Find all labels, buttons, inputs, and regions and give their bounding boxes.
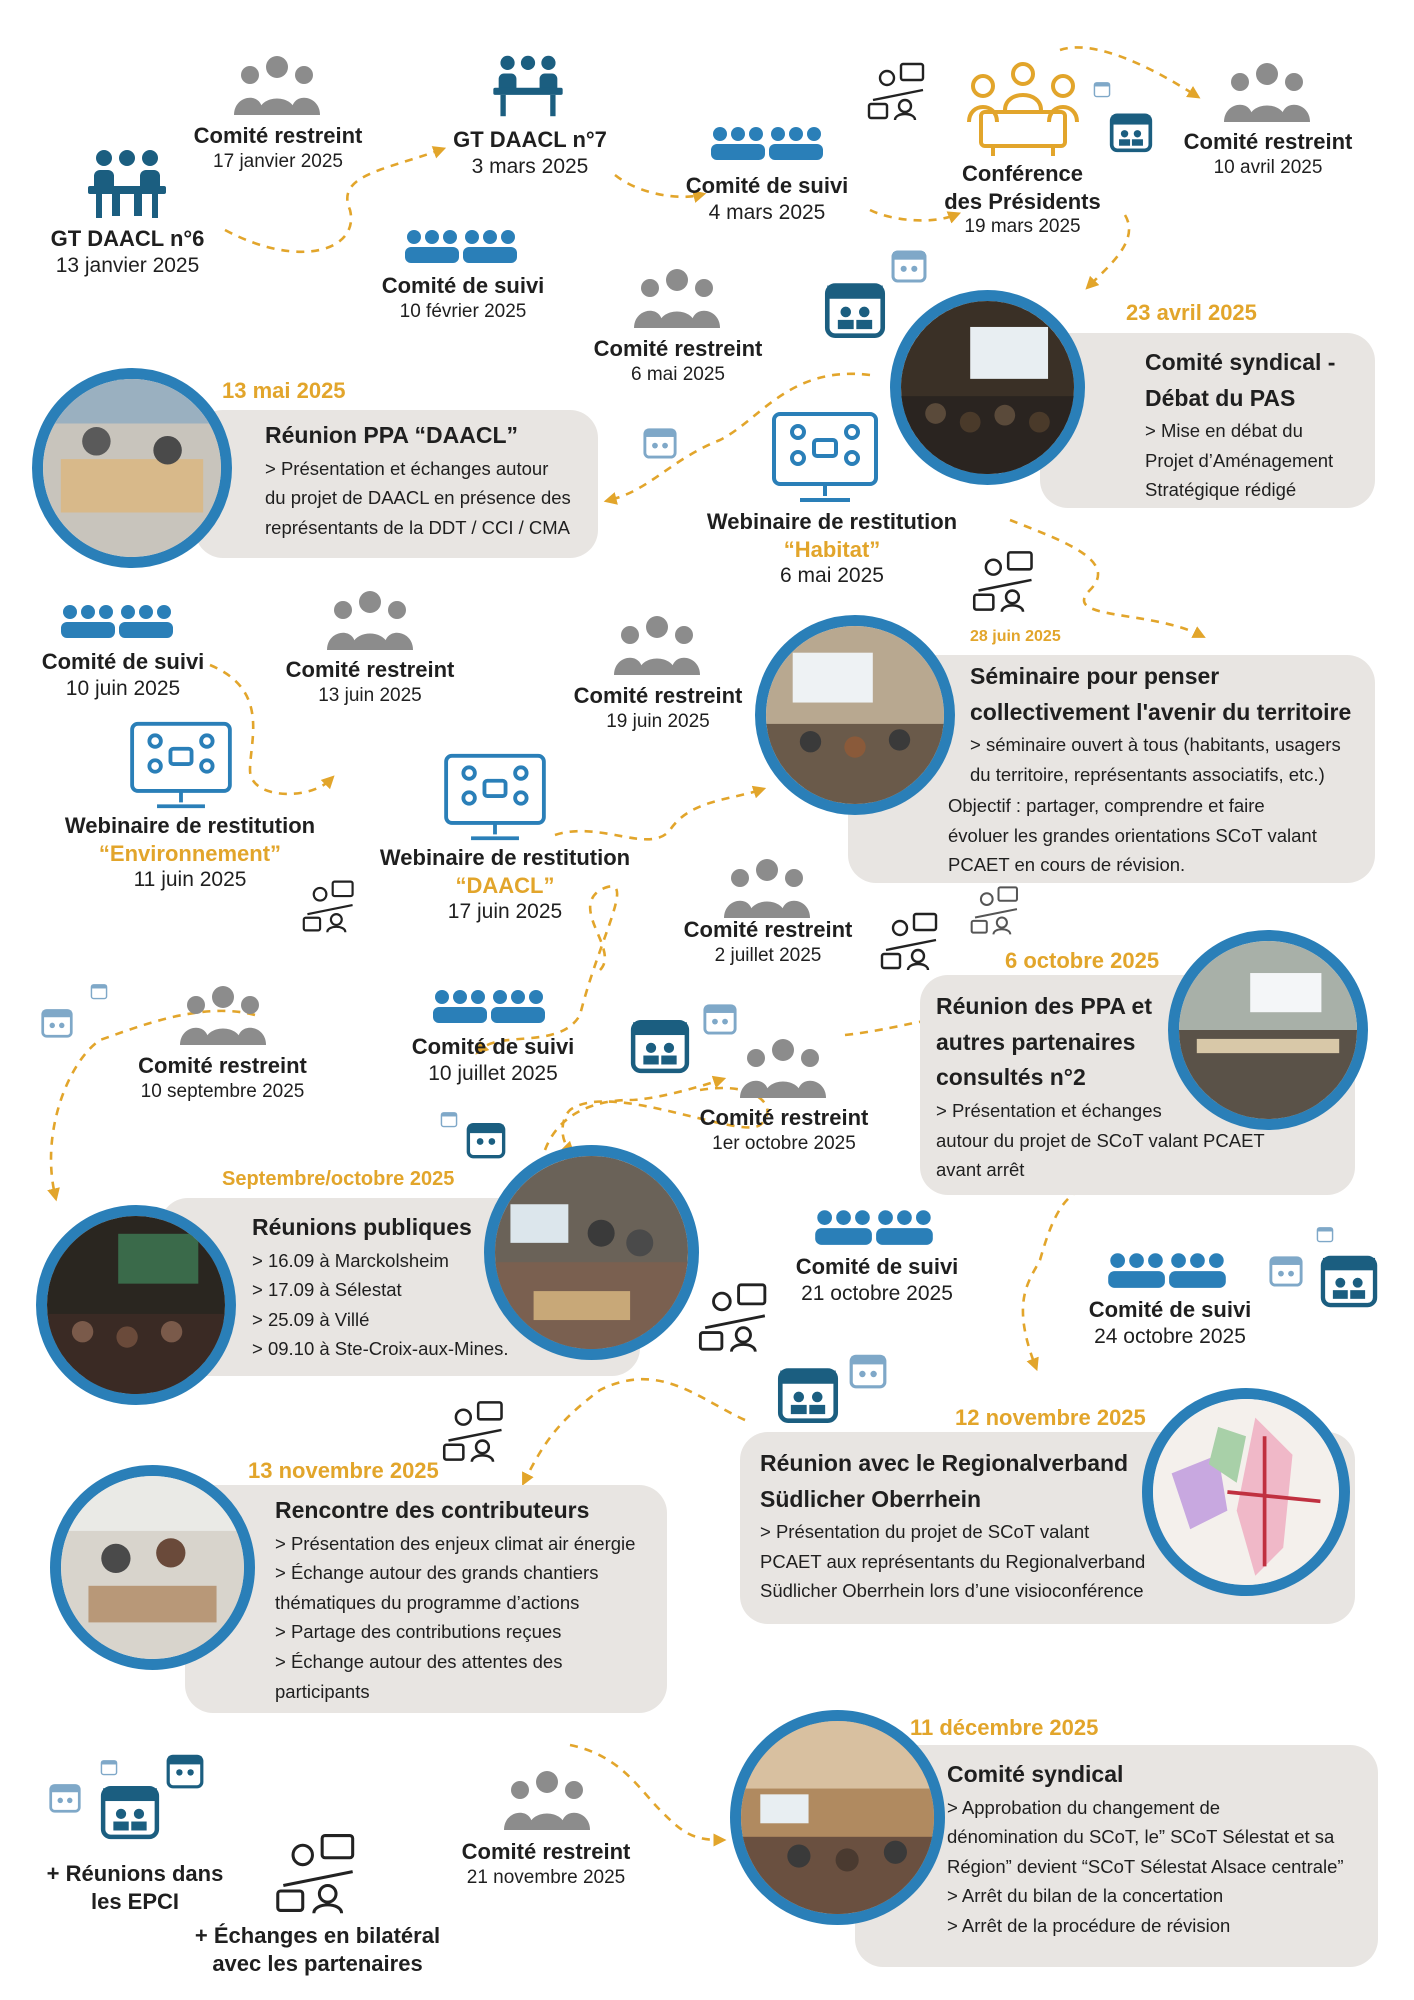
card-line: > Présentation et échanges autour (265, 457, 549, 479)
card-line: > Mise en débat du (1145, 420, 1303, 442)
calendar-icon (775, 1360, 841, 1431)
event-comite-restreint-oct1 (684, 1104, 884, 1155)
calendar-icon (628, 1012, 692, 1081)
card-reunion-ppa-daacl (195, 410, 598, 558)
card-title-line1: Réunion avec le Regionalverband (760, 1450, 1129, 1476)
event-comite-suivi-oct21 (782, 1253, 972, 1307)
committee-icon (812, 1205, 936, 1252)
calendar-icon (642, 424, 678, 465)
calendar-icon (40, 1005, 74, 1044)
card-line: Région” devient “SCoT Sélestat Alsace centrale” (947, 1855, 1344, 1877)
event-date: 24 octobre 2025 (1094, 1324, 1246, 1348)
webinar-icon (128, 720, 234, 817)
event-date: 13 janvier 2025 (55, 253, 200, 277)
event-comite-restreint-may6 (578, 335, 778, 386)
workshop-icon (968, 884, 1024, 941)
calendar-icon (48, 1780, 82, 1819)
extra-reunions-epci (35, 1860, 235, 1915)
event-date: 17 juin 2025 (447, 900, 563, 923)
webinar-icon (442, 752, 548, 849)
card-date: 23 avril 2025 (1126, 300, 1257, 325)
card-line: > 25.09 à Villé (252, 1308, 370, 1330)
card-objective: Objectif : partager, comprendre et faire (948, 795, 1265, 816)
card-title-line1: Réunion des PPA et (936, 993, 1152, 1019)
card-title: Réunion PPA “DAACL” (265, 422, 518, 448)
card-line: > Arrêt de la procédure de révision (947, 1915, 1231, 1937)
event-theme: “Habitat” (783, 536, 881, 562)
photo-map-regionalverband (1142, 1388, 1350, 1596)
card-title: Rencontre des contributeurs (275, 1497, 590, 1523)
event-comite-suivi-jul (398, 1033, 588, 1087)
photo-reunion-publique-1 (36, 1205, 236, 1405)
event-title: GT DAACL n°7 (453, 127, 607, 152)
workshop-icon (300, 878, 360, 939)
calendar-icon (822, 275, 888, 346)
event-date: 6 mai 2025 (630, 363, 725, 385)
extra-line1: + Échanges en bilatéral (194, 1923, 441, 1948)
card-title: Comité syndical (947, 1761, 1124, 1787)
card-objective: PCAET en cours de révision. (948, 854, 1186, 876)
card-title-line2: Südlicher Oberrhein (760, 1485, 982, 1512)
event-title: Comité de suivi (795, 1254, 959, 1279)
webinar-icon (770, 410, 880, 511)
event-comite-restreint-apr (1168, 128, 1368, 179)
card-title-line3: consultés n°2 (936, 1064, 1086, 1091)
event-title: Comité de suivi (411, 1034, 575, 1059)
card-line: > 09.10 à Ste-Croix-aux-Mines. (252, 1338, 509, 1360)
photo-comite-syndical-dec (730, 1710, 945, 1925)
event-date: 3 mars 2025 (471, 154, 589, 178)
event-title: Comité restreint (461, 1839, 631, 1864)
event-comite-suivi-feb (368, 272, 558, 323)
group-icon (1222, 62, 1312, 129)
committee-icon (402, 225, 520, 270)
committee-icon (708, 122, 826, 167)
extra-echanges-bilateral (180, 1922, 455, 1977)
card-date: 11 décembre 2025 (910, 1715, 1099, 1740)
card-line: > Arrêt du bilan de la concertation (947, 1885, 1224, 1907)
calendar-icon (1093, 80, 1111, 103)
event-title: Comité restreint (285, 657, 455, 682)
event-date: 19 mars 2025 (964, 216, 1081, 237)
card-line: > Présentation des enjeux climat air énergie (275, 1532, 636, 1554)
event-date: 6 mai 2025 (780, 564, 884, 587)
card-title-line2: collectivement l'avenir du territoire (970, 698, 1352, 725)
event-comite-suivi-mar (672, 172, 862, 226)
committee-icon (58, 600, 176, 645)
event-date: 19 juin 2025 (606, 710, 710, 732)
event-title: Webinaire de restitution (706, 509, 958, 534)
event-date: 17 janvier 2025 (213, 150, 343, 172)
card-line: Projet d’Aménagement (1145, 449, 1334, 471)
card-line: du territoire, représentants associatifs, etc.) (970, 763, 1325, 785)
event-title: Webinaire de restitution (379, 845, 631, 870)
calendar-icon (98, 1778, 162, 1847)
group-icon (232, 55, 322, 122)
event-title: Comité restreint (593, 336, 763, 361)
event-date: 2 juillet 2025 (714, 944, 822, 966)
event-title: Comité restreint (573, 683, 743, 708)
card-title-line2: autres partenaires (936, 1028, 1136, 1055)
group-icon (178, 985, 268, 1052)
group-icon (612, 615, 702, 682)
card-line: thématiques du programme d’actions (275, 1591, 580, 1613)
workshop-icon (878, 910, 944, 977)
event-date: 10 juillet 2025 (428, 1061, 558, 1085)
event-comite-suivi-oct24 (1075, 1296, 1265, 1350)
card-rencontre-contributeurs (185, 1485, 667, 1713)
card-title: Réunions publiques (252, 1214, 472, 1240)
event-title-line1: Conférence (961, 161, 1084, 186)
calendar-icon (1108, 108, 1154, 159)
card-line: > Échange autour des attentes des (275, 1651, 563, 1673)
event-title: Comité de suivi (1088, 1297, 1252, 1322)
card-line: > Présentation et échanges (936, 1099, 1162, 1121)
event-comite-restreint-jan (178, 122, 378, 173)
event-conference-presidents (930, 160, 1115, 239)
event-title: Comité restreint (683, 917, 853, 942)
card-line: représentants de la DDT / CCI / CMA (265, 516, 571, 538)
group-icon (502, 1770, 592, 1837)
calendar-icon (890, 246, 928, 289)
event-date: 21 octobre 2025 (801, 1281, 953, 1305)
event-title-line2: des Présidents (944, 188, 1101, 214)
card-line: > 17.09 à Sélestat (252, 1279, 402, 1301)
event-comite-suivi-jun10 (28, 648, 218, 702)
event-date: 21 novembre 2025 (466, 1866, 626, 1888)
group-icon (632, 268, 722, 335)
event-comite-restreint-jun13 (270, 656, 470, 707)
calendar-icon (1318, 1248, 1380, 1315)
event-title: Webinaire de restitution (64, 813, 316, 838)
calendar-icon (465, 1118, 507, 1165)
committee-icon (430, 985, 548, 1030)
meeting-table-icon (488, 52, 568, 125)
extra-line2: avec les partenaires (212, 1950, 423, 1976)
event-date: 10 avril 2025 (1213, 156, 1323, 178)
extra-line1: + Réunions dans (46, 1861, 224, 1886)
event-date: 13 juin 2025 (318, 684, 422, 706)
event-date: 11 juin 2025 (133, 868, 247, 891)
event-title: Comité restreint (138, 1053, 307, 1078)
card-line: > Échange autour des grands chantiers (275, 1562, 599, 1584)
calendar-icon (1268, 1252, 1304, 1293)
event-date: 10 juin 2025 (65, 676, 181, 700)
card-line: participants (275, 1680, 370, 1702)
event-title: Comité de suivi (41, 649, 205, 674)
workshop-icon (970, 548, 1040, 619)
card-line: autour du projet de SCoT valant PCAET (936, 1129, 1265, 1151)
card-line: dénomination du SCoT, le” SCoT Sélestat et sa (947, 1826, 1335, 1848)
event-theme: “DAACL” (455, 872, 555, 898)
calendar-icon (848, 1350, 888, 1395)
card-objective: évoluer les grandes orientations SCoT valant (948, 824, 1317, 846)
calendar-icon (702, 1000, 738, 1041)
card-line: > 16.09 à Marckolsheim (252, 1249, 449, 1271)
photo-reunion-publique-2 (484, 1145, 699, 1360)
card-line: > séminaire ouvert à tous (habitants, usagers (970, 734, 1341, 756)
photo-rencontre-contributeurs (50, 1465, 255, 1670)
calendar-icon (1316, 1225, 1334, 1248)
photo-seminaire (755, 615, 955, 815)
event-date: 1er octobre 2025 (712, 1132, 856, 1154)
card-line: > Approbation du changement de (947, 1796, 1221, 1818)
calendar-icon (90, 982, 108, 1005)
photo-reunion-ppa-2 (1168, 930, 1368, 1130)
card-date: Septembre/octobre 2025 (222, 1168, 455, 1190)
card-date: 28 juin 2025 (970, 628, 1061, 645)
event-webinaire-environnement (50, 812, 330, 893)
group-icon (722, 858, 812, 925)
event-title: Comité restreint (699, 1105, 869, 1130)
card-date: 13 mai 2025 (222, 378, 346, 403)
workshop-icon (272, 1830, 364, 1921)
card-comite-syndical-avril (1040, 333, 1375, 508)
event-webinaire-daacl (365, 844, 645, 925)
event-comite-restreint-jun19 (558, 682, 758, 733)
event-theme: “Environnement” (98, 840, 282, 866)
event-title: Comité de suivi (685, 173, 849, 198)
event-date: 10 septembre 2025 (140, 1080, 305, 1102)
card-date: 6 octobre 2025 (1005, 948, 1160, 973)
event-gt-daacl-7 (440, 126, 620, 180)
card-line: > Partage des contributions reçues (275, 1621, 562, 1643)
photo-reunion-ppa (32, 368, 232, 568)
card-line: > Présentation du projet de SCoT valant (760, 1521, 1090, 1543)
workshop-icon (865, 60, 931, 127)
event-comite-restreint-nov21 (440, 1838, 652, 1889)
event-title: Comité restreint (1183, 129, 1353, 154)
calendar-icon (165, 1750, 205, 1795)
event-title: Comité de suivi (381, 273, 545, 298)
event-title: GT DAACL n°6 (50, 226, 205, 251)
event-comite-restreint-sep (115, 1052, 330, 1103)
card-line: Stratégique rédigé (1145, 479, 1297, 501)
card-title-line1: Comité syndical - (1145, 349, 1336, 375)
meeting-table-icon (82, 148, 172, 225)
extra-line2: les EPCI (90, 1888, 180, 1914)
photo-comite-syndical-avril (890, 290, 1085, 485)
card-date: 13 novembre 2025 (248, 1458, 439, 1483)
card-line: du projet de DAACL en présence des (265, 487, 571, 509)
card-line: PCAET aux représentants du Regionalverband (760, 1550, 1146, 1572)
workshop-icon (695, 1280, 775, 1359)
card-date: 12 novembre 2025 (955, 1405, 1146, 1430)
event-date: 4 mars 2025 (708, 200, 826, 224)
event-gt-daacl-6 (30, 225, 225, 279)
calendar-icon (440, 1110, 458, 1133)
conference-icon (963, 58, 1083, 163)
event-webinaire-habitat (692, 508, 972, 589)
workshop-icon (440, 1398, 510, 1469)
group-icon (738, 1038, 828, 1105)
committee-icon (1105, 1248, 1229, 1295)
card-title-line2: Débat du PAS (1145, 384, 1296, 411)
event-date: 10 février 2025 (399, 300, 527, 322)
event-comite-restreint-jul2 (668, 916, 868, 967)
card-title-line1: Séminaire pour penser (970, 663, 1220, 689)
event-title: Comité restreint (193, 123, 363, 148)
card-line: avant arrêt (936, 1159, 1025, 1181)
card-line: Südlicher Oberrhein lors d’une visioconférence (760, 1580, 1144, 1602)
group-icon (325, 590, 415, 657)
